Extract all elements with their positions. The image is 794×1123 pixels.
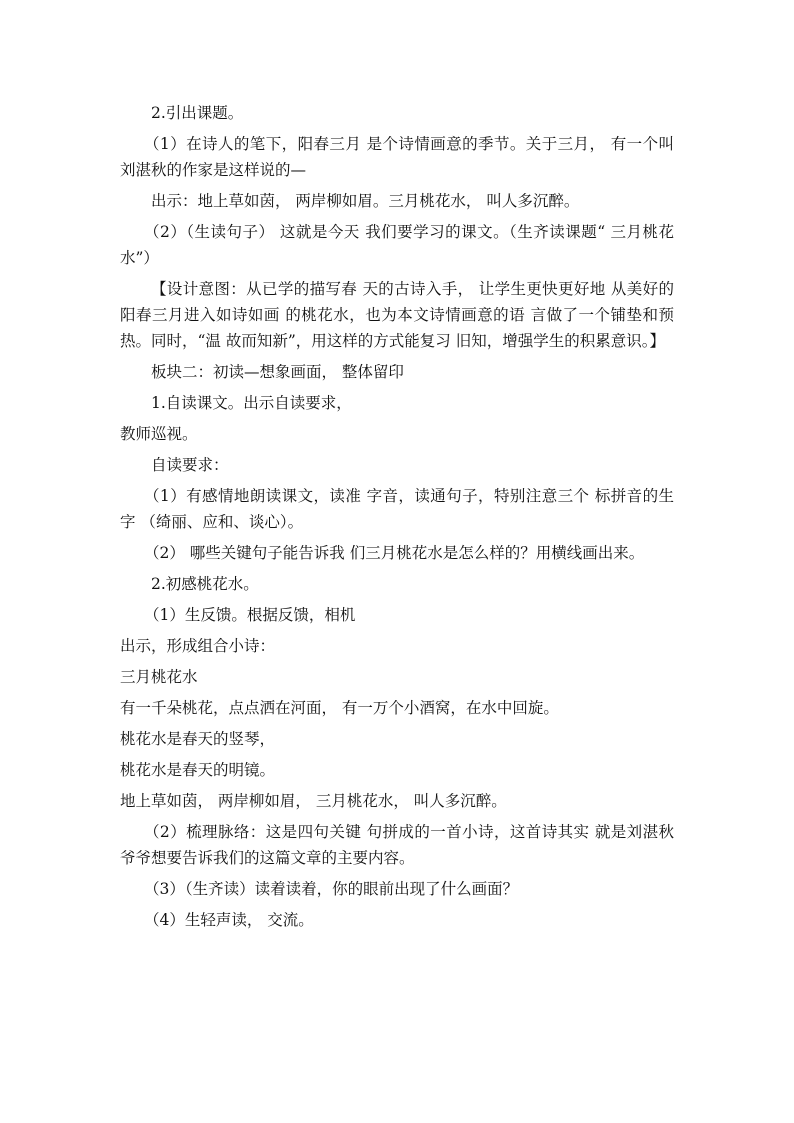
paragraph-imagine: （3）（生齐读）读着读着，你的眼前出现了什么画面？	[144, 880, 519, 898]
poem-line-2: 桃花水是春天的竖琴，	[120, 730, 276, 748]
paragraph-read-title: （2）（生读句子） 这就是今天 我们要学习的课文。（生齐读课题“ 三月桃花水”）	[120, 223, 674, 267]
paragraph-combine-poem: 出示，形成组合小诗：	[120, 637, 276, 655]
paragraph-show-verse: 出示：地上草如茵， 两岸柳如眉。三月桃花水， 叫人多沉醉。	[151, 192, 580, 210]
poem-line-3: 桃花水是春天的明镜。	[120, 761, 276, 779]
paragraph-requirement-one: （1）有感情地朗读课文，读准 字音，读通句子，特别注意三个 标拼音的生字 （绮丽、应和、谈心）。	[120, 487, 674, 531]
poem-line-4: 地上草如茵， 两岸柳如眉， 三月桃花水， 叫人多沉醉。	[120, 792, 507, 810]
document-body	[120, 100, 674, 938]
paragraph-discuss: （4）生轻声读， 交流。	[144, 911, 314, 929]
paragraph-structure: （2）梳理脉络：这是四句关键 句拼成的一首小诗，这首诗其实 就是刘湛秋爷爷想要告诉我们的这篇文章的主要内容。	[120, 823, 674, 867]
paragraph-feedback: （1）生反馈。根据反馈，相机	[144, 606, 356, 624]
paragraph-requirements-label: 自读要求：	[151, 456, 229, 474]
section-heading-first-feel: 2.初感桃花水。	[151, 575, 259, 593]
poem-title: 三月桃花水	[120, 668, 198, 686]
section-heading-block-two: 板块二：初读—想象画面， 整体留印	[151, 363, 404, 381]
paragraph-poet-march: （1）在诗人的笔下，阳春三月 是个诗情画意的季节。关于三月， 有一个叫刘湛秋的作家是这样说的—	[120, 135, 674, 179]
paragraph-requirement-two: （2） 哪些关键句子能告诉我 们三月桃花水是怎么样的？用横线画出来。	[144, 544, 645, 562]
section-heading-intro-topic: 2.引出课题。	[151, 104, 244, 122]
poem-line-1: 有一千朵桃花，点点洒在河面， 有一万个小酒窝，在水中回旋。	[120, 699, 559, 717]
paragraph-self-read: 1.自读课文。出示自读要求，	[151, 394, 352, 412]
paragraph-teacher-patrol: 教师巡视。	[120, 425, 198, 443]
paragraph-design-intent: 【设计意图：从已学的描写春 天的古诗入手， 让学生更快更好地 从美好的阳春三月进入如诗如画 的桃花水，也为本文诗情画意的语 言做了一个铺垫和预热。同时，“温 故而知新”，用这样的方式能复习 旧知，增强学生的积累意识。】	[120, 280, 674, 350]
